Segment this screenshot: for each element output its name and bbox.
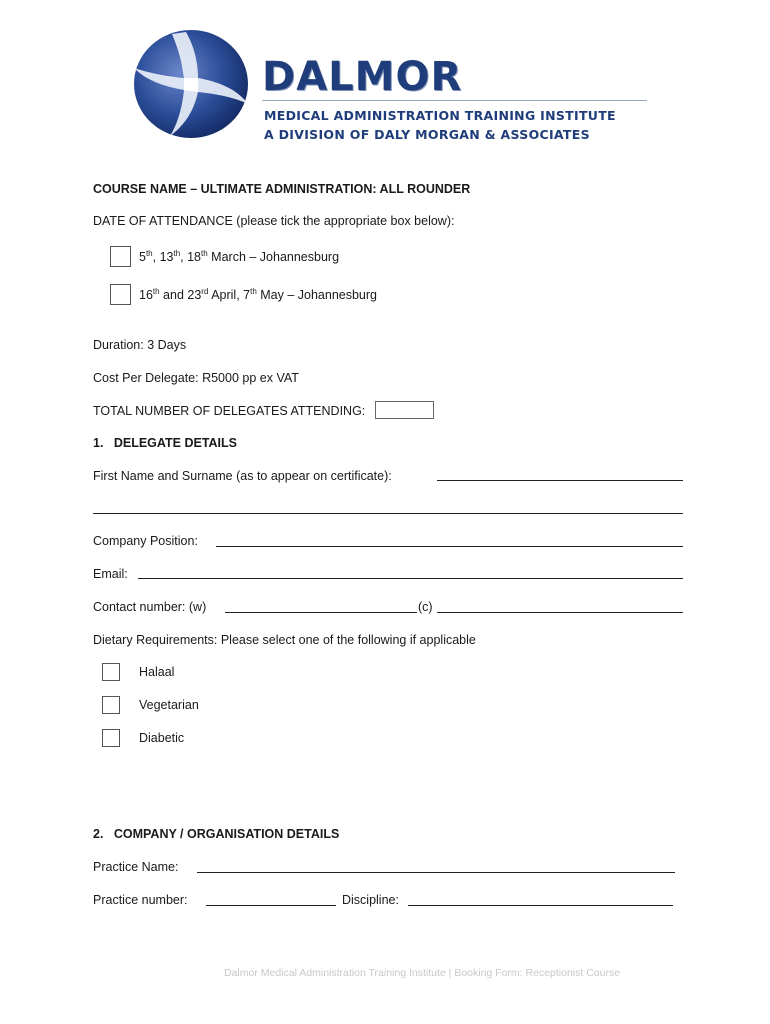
total-delegates-label: TOTAL NUMBER OF DELEGATES ATTENDING: [93,404,366,418]
position-label: Company Position: [93,534,198,548]
date-option-1-checkbox[interactable] [110,246,131,267]
dietary-halaal-checkbox[interactable] [102,663,120,681]
brand-rule [262,100,647,101]
date-option-1-label: 5th, 13th, 18th March – Johannesburg [139,249,340,265]
dietary-vegetarian-label: Vegetarian [139,698,199,712]
practice-number-label: Practice number: [93,893,188,907]
contact-w-label: Contact number: (w) [93,600,207,614]
discipline-field[interactable] [408,905,673,906]
date-option-2-label: 16th and 23rd April, 7th May – Johannesburg [139,287,377,303]
page-footer: Dalmor Medical Administration Training Institute | Booking Form: Receptionist Course [224,967,621,979]
contact-c-label: (c) [418,600,433,614]
practice-number-field[interactable] [206,905,336,906]
logo [132,28,250,140]
email-label: Email: [93,567,128,581]
cost-text: Cost Per Delegate: R5000 pp ex VAT [93,371,299,385]
position-field[interactable] [216,546,683,547]
email-field[interactable] [138,578,683,579]
name-field[interactable] [437,480,683,481]
dietary-prompt: Dietary Requirements: Please select one of the following if applicable [93,633,476,647]
date-prompt: DATE OF ATTENDANCE (please tick the appropriate box below): [93,214,455,228]
contact-c-field[interactable] [437,612,683,613]
company-details-heading: 2. COMPANY / ORGANISATION DETAILS [93,827,340,841]
course-name: COURSE NAME – ULTIMATE ADMINISTRATION: ALL ROUNDER [93,182,471,196]
name-label: First Name and Surname (as to appear on certificate): [93,469,392,483]
dietary-vegetarian-checkbox[interactable] [102,696,120,714]
total-delegates-input[interactable] [375,401,434,419]
dietary-diabetic-checkbox[interactable] [102,729,120,747]
duration-text: Duration: 3 Days [93,338,187,352]
globe-cross-logo-icon [132,28,250,140]
discipline-label: Discipline: [342,893,399,907]
date-option-2-checkbox[interactable] [110,284,131,305]
brand-name: DALMOR [262,54,463,100]
contact-w-field[interactable] [225,612,417,613]
delegate-details-heading: 1. DELEGATE DETAILS [93,436,237,450]
brand-subtitle-1: MEDICAL ADMINISTRATION TRAINING INSTITUTE [264,108,616,123]
practice-name-field[interactable] [197,872,675,873]
dietary-diabetic-label: Diabetic [139,731,185,745]
brand-subtitle-2: A DIVISION OF DALY MORGAN & ASSOCIATES [264,127,590,142]
practice-name-label: Practice Name: [93,860,179,874]
name-field-continued[interactable] [93,513,683,514]
dietary-halaal-label: Halaal [139,665,175,679]
